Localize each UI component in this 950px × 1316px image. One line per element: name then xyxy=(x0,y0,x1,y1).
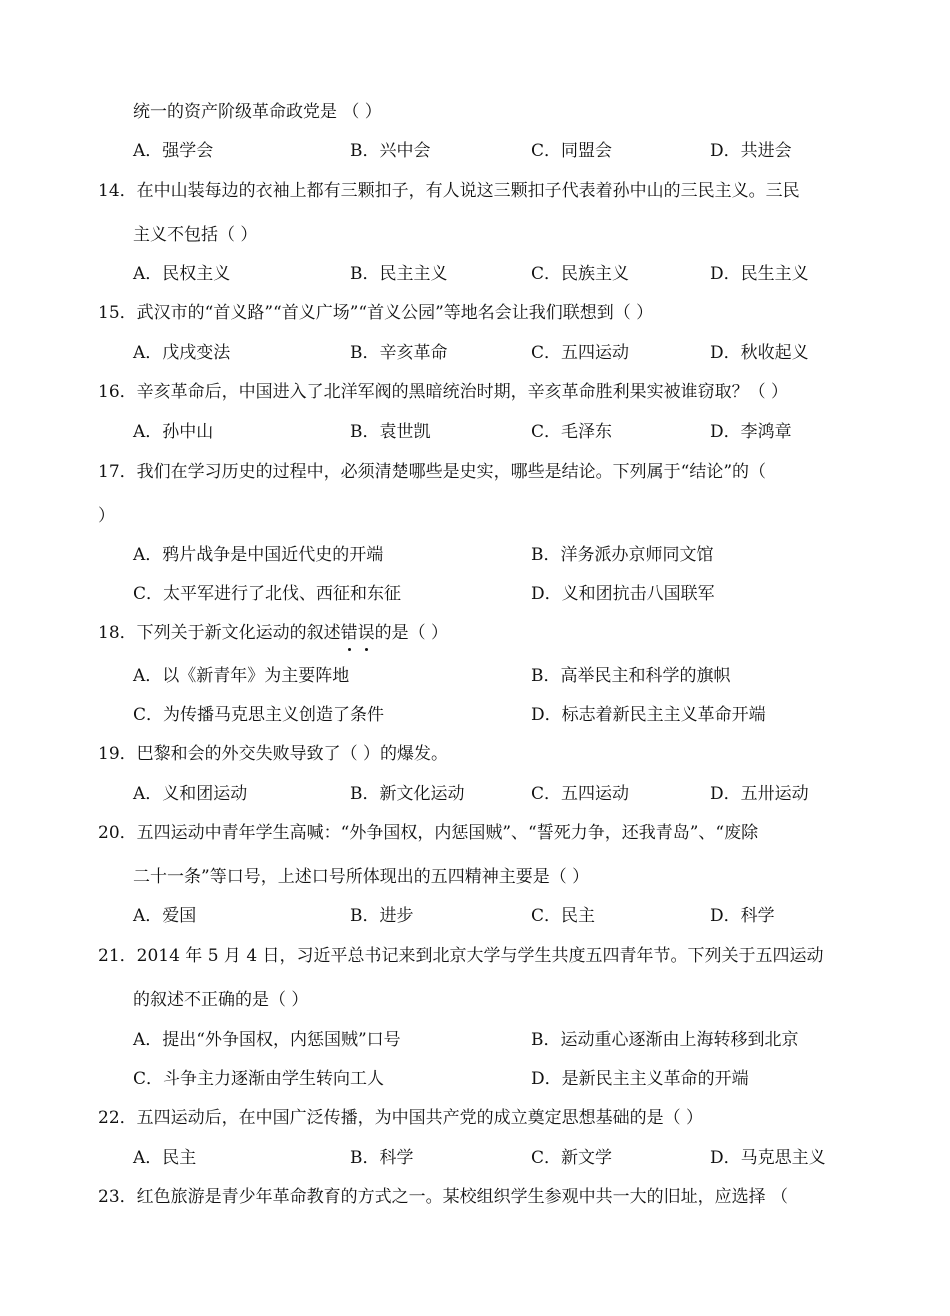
q16-stem: 16．辛亥革命后，中国进入了北洋军阀的黑暗统治时期，辛亥革命胜利果实被谁窃取？（ ） xyxy=(98,382,789,402)
q18-emphasis-char-1: 错 xyxy=(341,622,358,644)
q21-option-b: B．运动重心逐渐由上海转移到北京 xyxy=(531,1030,799,1050)
q13-option-b: B．兴中会 xyxy=(350,141,431,161)
q15-stem: 15．武汉市的“首义路”“首义广场”“首义公园”等地名会让我们联想到（ ） xyxy=(98,303,654,323)
q22-option-d: D．马克思主义 xyxy=(710,1148,826,1168)
q18-stem-prefix: 18．下列关于新文化运动的叙述 xyxy=(98,623,341,643)
q18-emphasis-char-2: 误 xyxy=(358,622,375,644)
q23-stem: 23．红色旅游是青少年革命教育的方式之一。某校组织学生参观中共一大的旧址，应选择 （ xyxy=(98,1187,789,1207)
q20-stem-line2: 二十一条”等口号，上述口号所体现出的五四精神主要是（ ） xyxy=(133,867,590,887)
q17-option-d: D．义和团抗击八国联军 xyxy=(531,584,715,604)
q19-option-a: A．义和团运动 xyxy=(133,784,248,804)
q17-option-c: C．太平军进行了北伐、西征和东征 xyxy=(133,584,402,604)
q18-stem xyxy=(98,622,448,644)
q14-option-d: D．民生主义 xyxy=(710,264,809,284)
q13-option-d: D．共进会 xyxy=(710,141,792,161)
q20-option-a: A．爱国 xyxy=(133,906,197,926)
q16-option-a: A．孙中山 xyxy=(133,422,214,442)
q18-stem-suffix: 的是（ ） xyxy=(374,623,449,643)
q14-option-b: B．民主主义 xyxy=(350,264,448,284)
q15-option-a: A．戊戌变法 xyxy=(133,343,231,363)
q19-stem: 19．巴黎和会的外交失败导致了（ ）的爆发。 xyxy=(98,744,449,764)
q22-option-a: A．民主 xyxy=(133,1148,197,1168)
q19-option-c: C．五四运动 xyxy=(531,784,630,804)
q21-option-a: A．提出“外争国权，内惩国贼”口号 xyxy=(133,1030,401,1050)
q15-option-b: B．辛亥革命 xyxy=(350,343,448,363)
q20-option-b: B．进步 xyxy=(350,906,414,926)
q17-stem: 17．我们在学习历史的过程中，必须清楚哪些是史实，哪些是结论。下列属于“结论”的（ xyxy=(98,462,767,482)
q18-option-b: B．高举民主和科学的旗帜 xyxy=(531,666,731,686)
q21-stem-line2: 的叙述不正确的是（ ） xyxy=(133,990,309,1010)
q21-stem: 21．2014 年 5 月 4 日，习近平总书记来到北京大学与学生共度五四青年节。下列关于五四运动 xyxy=(98,946,824,966)
q20-option-c: C．民主 xyxy=(531,906,596,926)
q16-option-c: C．毛泽东 xyxy=(531,422,613,442)
q18-option-d: D．标志着新民主主义革命开端 xyxy=(531,705,766,725)
q14-option-a: A．民权主义 xyxy=(133,264,231,284)
q21-option-d: D．是新民主主义革命的开端 xyxy=(531,1069,749,1089)
q22-stem: 22．五四运动后，在中国广泛传播，为中国共产党的成立奠定思想基础的是（ ） xyxy=(98,1108,704,1128)
q16-option-b: B．袁世凯 xyxy=(350,422,431,442)
q18-option-a: A．以《新青年》为主要阵地 xyxy=(133,666,350,686)
q19-option-d: D．五卅运动 xyxy=(710,784,809,804)
q18-option-c: C．为传播马克思主义创造了条件 xyxy=(133,705,385,725)
q15-option-c: C．五四运动 xyxy=(531,343,630,363)
q20-option-d: D．科学 xyxy=(710,906,775,926)
q15-option-d: D．秋收起义 xyxy=(710,343,809,363)
q20-stem: 20．五四运动中青年学生高喊：“外争国权，内惩国贼”、“誓死力争，还我青岛”、“废除 xyxy=(98,823,759,843)
q22-option-c: C．新文学 xyxy=(531,1148,613,1168)
emphasis-dot xyxy=(348,648,351,651)
q13-option-c: C．同盟会 xyxy=(531,141,613,161)
q14-stem: 14．在中山装每边的衣袖上都有三颗扣子，有人说这三颗扣子代表着孙中山的三民主义。三民 xyxy=(98,181,800,201)
q17-option-a: A．鸦片战争是中国近代史的开端 xyxy=(133,545,384,565)
q17-option-b: B．洋务派办京师同文馆 xyxy=(531,545,714,565)
q13-option-a: A．强学会 xyxy=(133,141,214,161)
q22-option-b: B．科学 xyxy=(350,1148,414,1168)
q19-option-b: B．新文化运动 xyxy=(350,784,465,804)
q13-stem-continuation: 统一的资产阶级革命政党是 （ ） xyxy=(133,102,382,122)
q14-option-c: C．民族主义 xyxy=(531,264,630,284)
emphasis-dot xyxy=(365,648,368,651)
q16-option-d: D．李鸿章 xyxy=(710,422,792,442)
q21-option-c: C．斗争主力逐渐由学生转向工人 xyxy=(133,1069,385,1089)
q14-stem-line2: 主义不包括（ ） xyxy=(133,225,258,245)
q17-stem-line2: ） xyxy=(98,506,115,526)
